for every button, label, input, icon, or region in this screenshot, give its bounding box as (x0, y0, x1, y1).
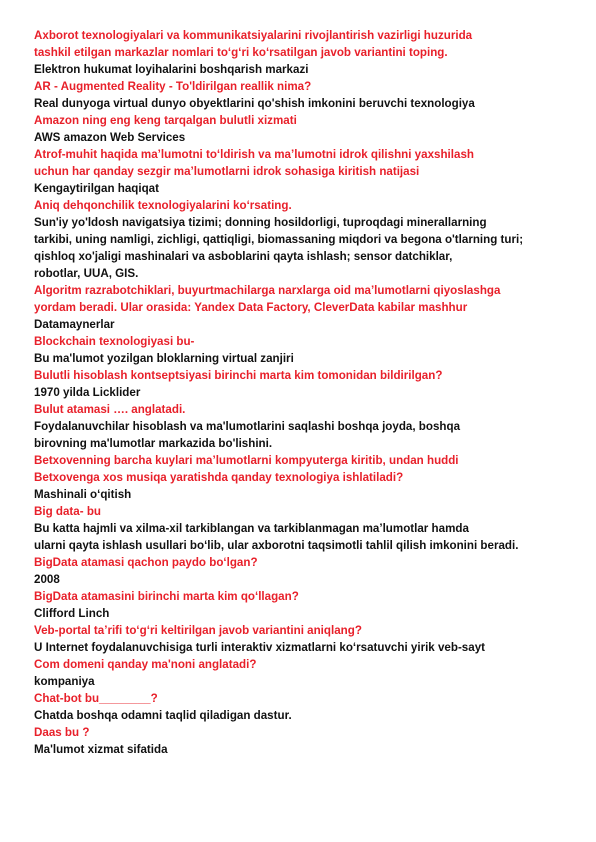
answer-line: robotlar, UUA, GIS. (34, 267, 139, 280)
question-line: tashkil etilgan markazlar nomlari to‘g‘ri ko‘rsatilgan javob variantini toping. (34, 46, 448, 59)
answer-line: kompaniya (34, 675, 95, 688)
answer-line: Bu ma'lumot yozilgan bloklarning virtual zanjiri (34, 352, 294, 365)
qa-item (34, 282, 584, 333)
question-line: Betxovenning barcha kuylari ma’lumotlarni kompyuterga kiritib, undan huddi (34, 454, 459, 467)
answer-line: Chatda boshqa odamni taqlid qiladigan dastur. (34, 709, 292, 722)
answer-line: 2008 (34, 573, 60, 586)
answer-line: Mashinali o‘qitish (34, 488, 132, 501)
answer-line: Datamaynerlar (34, 318, 115, 331)
qa-item (34, 724, 584, 758)
answer-line: qishloq xo'jaligi mashinalari va asboblarini qayta ishlash; sensor datchiklar, (34, 250, 453, 263)
answer-line: Clifford Linch (34, 607, 110, 620)
answer-line: ularni qayta ishlash usullari bo‘lib, ular axborotni taqsimotli tahlil qilish imkonini beradi. (34, 539, 519, 552)
answer-line: birovning ma'lumotlar markazida bo'lishini. (34, 437, 273, 450)
qa-item (34, 503, 584, 554)
qa-item (34, 690, 584, 724)
answer-line: Bu katta hajmli va xilma-xil tarkiblangan va tarkiblanmagan ma’lumotlar hamda (34, 522, 469, 535)
question-line: Daas bu ? (34, 726, 90, 739)
qa-item (34, 146, 584, 197)
question-line: BigData atamasini birinchi marta kim qo‘llagan? (34, 590, 299, 603)
qa-item (34, 27, 584, 78)
question-line: Blockchain texnologiyasi bu- (34, 335, 195, 348)
qa-item (34, 656, 584, 690)
qa-item (34, 367, 584, 401)
question-line: Chat-bot bu________? (34, 692, 158, 705)
question-line: Axborot texnologiyalari va kommunikatsiyalarini rivojlantirish vazirligi huzurida (34, 29, 473, 42)
answer-line: Sun'iy yo'ldosh navigatsiya tizimi; donning hosildorligi, tuproqdagi minerallarning (34, 216, 487, 229)
question-line: Algoritm razrabotchiklari, buyurtmachilarga narxlarga oid ma’lumotlarni qiyoslashga (34, 284, 501, 297)
qa-item (34, 78, 584, 112)
answer-line: Elektron hukumat loyihalarini boshqarish markazi (34, 63, 309, 76)
qa-item (34, 622, 584, 656)
answer-line: Foydalanuvchilar hisoblash va ma'lumotlarini saqlashi boshqa joyda, boshqa (34, 420, 461, 433)
question-line: Atrof-muhit haqida ma’lumotni to‘ldirish va ma’lumotni idrok qilishni yaxshilash (34, 148, 474, 161)
question-line: AR - Augmented Reality - To'ldirilgan reallik nima? (34, 80, 312, 93)
answer-line: tarkibi, uning namligi, zichligi, qattiqligi, biomassaning miqdori va begona o'tlarning turi; (34, 233, 524, 246)
qa-item (34, 197, 584, 282)
answer-line: Kengaytirilgan haqiqat (34, 182, 159, 195)
qa-item (34, 452, 584, 503)
answer-line: Real dunyoga virtual dunyo obyektlarini qo'shish imkonini beruvchi texnologiya (34, 97, 475, 110)
answer-line: Ma'lumot xizmat sifatida (34, 743, 168, 756)
question-line: Bulutli hisoblash kontseptsiyasi birinchi marta kim tomonidan bildirilgan? (34, 369, 443, 382)
qa-item (34, 401, 584, 452)
qa-item (34, 554, 584, 588)
question-line: BigData atamasi qachon paydo bo‘lgan? (34, 556, 258, 569)
question-line: yordam beradi. Ular orasida: Yandex Data Factory, CleverData kabilar mashhur (34, 301, 468, 314)
answer-line: 1970 yilda Licklider (34, 386, 141, 399)
question-line: Bulut atamasi …. anglatadi. (34, 403, 186, 416)
question-line: Com domeni qanday ma'noni anglatadi? (34, 658, 257, 671)
question-line: Big data- bu (34, 505, 101, 518)
question-line: Amazon ning eng keng tarqalgan bulutli xizmati (34, 114, 297, 127)
question-line: Aniq dehqonchilik texnologiyalarini ko‘rsating. (34, 199, 292, 212)
question-line: uchun har qanday sezgir ma’lumotlarni idrok sohasiga kiritish natijasi (34, 165, 420, 178)
qa-item (34, 112, 584, 146)
qa-item (34, 588, 584, 622)
question-line: Veb-portal ta’rifi to‘g‘ri keltirilgan javob variantini aniqlang? (34, 624, 362, 637)
qa-item (34, 333, 584, 367)
qa-list (34, 27, 584, 758)
question-line: Betxovenga xos musiqa yaratishda qanday texnologiya ishlatiladi? (34, 471, 404, 484)
answer-line: U Internet foydalanuvchisiga turli interaktiv xizmatlarni ko‘rsatuvchi yirik veb-sayt (34, 641, 486, 654)
answer-line: AWS amazon Web Services (34, 131, 186, 144)
